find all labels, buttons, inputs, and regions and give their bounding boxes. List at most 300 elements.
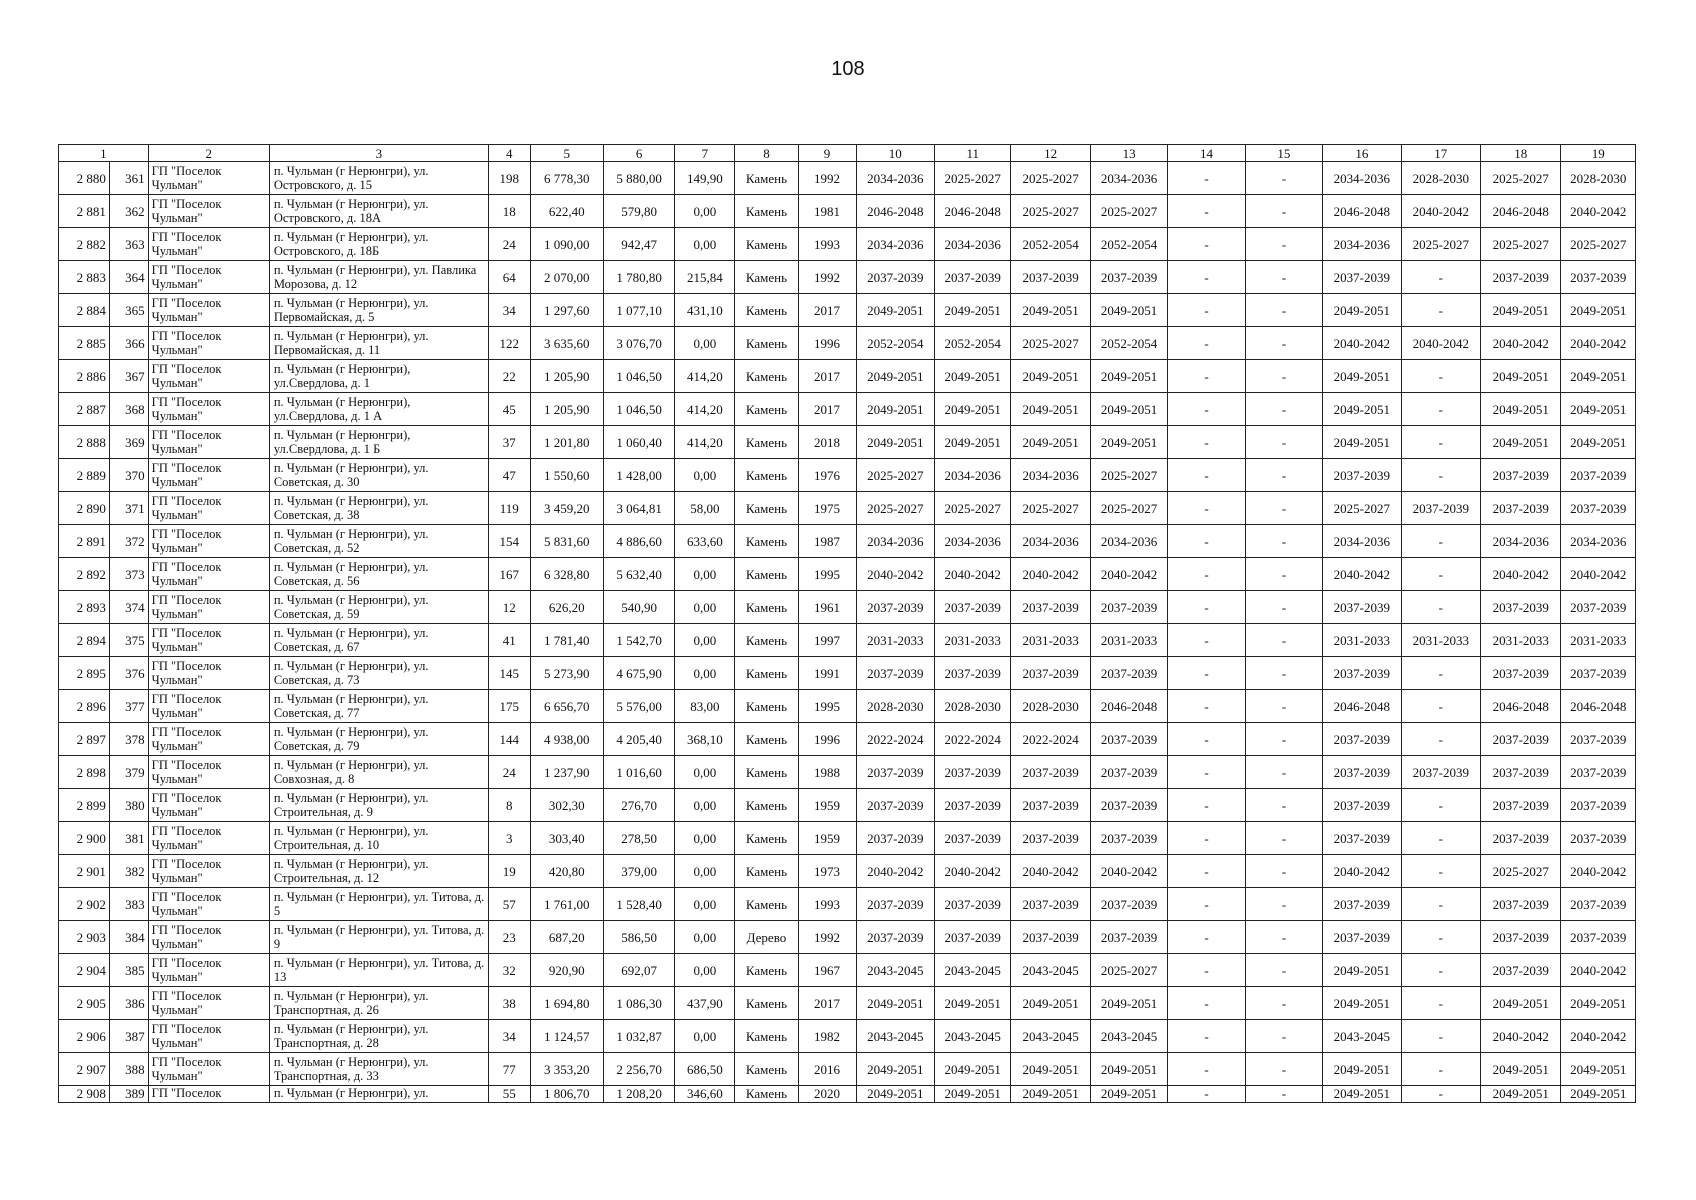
column-16-cell: 2037-2039 bbox=[1323, 789, 1401, 822]
column-11-cell: 2037-2039 bbox=[935, 789, 1011, 822]
table-row bbox=[59, 393, 1636, 426]
table-row bbox=[59, 855, 1636, 888]
column-17-cell: - bbox=[1401, 261, 1480, 294]
column-9-cell: 1995 bbox=[798, 690, 856, 723]
column-12-cell: 2049-2051 bbox=[1011, 987, 1090, 1020]
column-18-cell: 2040-2042 bbox=[1481, 1020, 1561, 1053]
table-row bbox=[59, 1020, 1636, 1053]
column-16-cell: 2031-2033 bbox=[1323, 624, 1401, 657]
column-19-cell: 2049-2051 bbox=[1561, 987, 1636, 1020]
column-header: 2 bbox=[148, 145, 269, 162]
address-cell: п. Чульман (г Нерюнгри), ул. Титова, д. 9 bbox=[269, 921, 488, 954]
column-header: 12 bbox=[1011, 145, 1090, 162]
column-9-cell: 1973 bbox=[798, 855, 856, 888]
column-7-cell: 0,00 bbox=[675, 558, 735, 591]
column-header: 13 bbox=[1090, 145, 1167, 162]
column-18-cell: 2046-2048 bbox=[1481, 195, 1561, 228]
column-12-cell: 2049-2051 bbox=[1011, 294, 1090, 327]
column-12-cell: 2034-2036 bbox=[1011, 525, 1090, 558]
column-13-cell: 2049-2051 bbox=[1090, 294, 1167, 327]
column-9-cell: 2017 bbox=[798, 393, 856, 426]
column-header: 10 bbox=[856, 145, 934, 162]
column-16-cell: 2037-2039 bbox=[1323, 756, 1401, 789]
column-8-cell: Камень bbox=[735, 1053, 798, 1086]
column-14-cell: - bbox=[1168, 459, 1245, 492]
column-13-cell: 2049-2051 bbox=[1090, 393, 1167, 426]
organization-cell: ГП "Поселок Чульман" bbox=[148, 591, 269, 624]
column-5-cell: 1 550,60 bbox=[530, 459, 603, 492]
column-6-cell: 1 046,50 bbox=[603, 393, 674, 426]
address-cell: п. Чульман (г Нерюнгри), ул. Строительная, д. 10 bbox=[269, 822, 488, 855]
column-8-cell: Камень bbox=[735, 624, 798, 657]
column-18-cell: 2037-2039 bbox=[1481, 459, 1561, 492]
column-8-cell: Дерево bbox=[735, 921, 798, 954]
column-8-cell: Камень bbox=[735, 525, 798, 558]
column-11-cell: 2043-2045 bbox=[935, 1020, 1011, 1053]
row-number-cell: 2 906 bbox=[59, 1020, 110, 1053]
column-15-cell: - bbox=[1245, 426, 1322, 459]
column-16-cell: 2040-2042 bbox=[1323, 327, 1401, 360]
column-17-cell: - bbox=[1401, 855, 1480, 888]
table-row bbox=[59, 789, 1636, 822]
column-16-cell: 2034-2036 bbox=[1323, 525, 1401, 558]
column-12-cell: 2037-2039 bbox=[1011, 756, 1090, 789]
column-12-cell: 2034-2036 bbox=[1011, 459, 1090, 492]
column-19-cell: 2028-2030 bbox=[1561, 162, 1636, 195]
row-number-cell: 2 907 bbox=[59, 1053, 110, 1086]
column-8-cell: Камень bbox=[735, 591, 798, 624]
column-9-cell: 2017 bbox=[798, 360, 856, 393]
column-16-cell: 2040-2042 bbox=[1323, 558, 1401, 591]
column-16-cell: 2046-2048 bbox=[1323, 690, 1401, 723]
column-12-cell: 2025-2027 bbox=[1011, 195, 1090, 228]
column-4-cell: 18 bbox=[488, 195, 530, 228]
column-11-cell: 2031-2033 bbox=[935, 624, 1011, 657]
column-7-cell: 0,00 bbox=[675, 855, 735, 888]
column-4-cell: 64 bbox=[488, 261, 530, 294]
column-19-cell: 2049-2051 bbox=[1561, 1086, 1636, 1103]
column-10-cell: 2037-2039 bbox=[856, 888, 934, 921]
column-17-cell: - bbox=[1401, 987, 1480, 1020]
column-18-cell: 2049-2051 bbox=[1481, 294, 1561, 327]
column-18-cell: 2037-2039 bbox=[1481, 888, 1561, 921]
column-4-cell: 55 bbox=[488, 1086, 530, 1103]
organization-cell: ГП "Поселок Чульман" bbox=[148, 987, 269, 1020]
column-5-cell: 687,20 bbox=[530, 921, 603, 954]
column-9-cell: 1993 bbox=[798, 228, 856, 261]
column-11-cell: 2049-2051 bbox=[935, 294, 1011, 327]
column-16-cell: 2034-2036 bbox=[1323, 228, 1401, 261]
column-11-cell: 2025-2027 bbox=[935, 492, 1011, 525]
column-11-cell: 2049-2051 bbox=[935, 987, 1011, 1020]
column-13-cell: 2037-2039 bbox=[1090, 723, 1167, 756]
column-8-cell: Камень bbox=[735, 954, 798, 987]
table-row bbox=[59, 294, 1636, 327]
column-14-cell: - bbox=[1168, 855, 1245, 888]
organization-cell: ГП "Поселок Чульман" bbox=[148, 426, 269, 459]
row-number-cell: 2 905 bbox=[59, 987, 110, 1020]
local-number-cell: 376 bbox=[109, 657, 148, 690]
column-14-cell: - bbox=[1168, 1053, 1245, 1086]
column-14-cell: - bbox=[1168, 360, 1245, 393]
column-7-cell: 0,00 bbox=[675, 657, 735, 690]
column-9-cell: 1961 bbox=[798, 591, 856, 624]
column-9-cell: 1995 bbox=[798, 558, 856, 591]
local-number-cell: 367 bbox=[109, 360, 148, 393]
column-10-cell: 2049-2051 bbox=[856, 1053, 934, 1086]
column-4-cell: 41 bbox=[488, 624, 530, 657]
column-19-cell: 2040-2042 bbox=[1561, 855, 1636, 888]
column-12-cell: 2031-2033 bbox=[1011, 624, 1090, 657]
address-cell: п. Чульман (г Нерюнгри), ул. Островского, д. 15 bbox=[269, 162, 488, 195]
column-4-cell: 175 bbox=[488, 690, 530, 723]
column-19-cell: 2037-2039 bbox=[1561, 591, 1636, 624]
column-7-cell: 0,00 bbox=[675, 591, 735, 624]
column-11-cell: 2037-2039 bbox=[935, 591, 1011, 624]
column-8-cell: Камень bbox=[735, 855, 798, 888]
row-number-cell: 2 901 bbox=[59, 855, 110, 888]
column-4-cell: 144 bbox=[488, 723, 530, 756]
column-14-cell: - bbox=[1168, 756, 1245, 789]
column-19-cell: 2037-2039 bbox=[1561, 888, 1636, 921]
column-4-cell: 57 bbox=[488, 888, 530, 921]
column-12-cell: 2037-2039 bbox=[1011, 591, 1090, 624]
column-6-cell: 1 077,10 bbox=[603, 294, 674, 327]
column-13-cell: 2037-2039 bbox=[1090, 789, 1167, 822]
organization-cell: ГП "Поселок Чульман" bbox=[148, 195, 269, 228]
column-7-cell: 414,20 bbox=[675, 360, 735, 393]
column-10-cell: 2031-2033 bbox=[856, 624, 934, 657]
column-5-cell: 1 694,80 bbox=[530, 987, 603, 1020]
column-14-cell: - bbox=[1168, 228, 1245, 261]
column-16-cell: 2046-2048 bbox=[1323, 195, 1401, 228]
column-9-cell: 1959 bbox=[798, 822, 856, 855]
column-19-cell: 2037-2039 bbox=[1561, 723, 1636, 756]
column-17-cell: - bbox=[1401, 690, 1480, 723]
column-6-cell: 540,90 bbox=[603, 591, 674, 624]
column-6-cell: 379,00 bbox=[603, 855, 674, 888]
organization-cell: ГП "Поселок Чульман" bbox=[148, 294, 269, 327]
column-11-cell: 2037-2039 bbox=[935, 756, 1011, 789]
local-number-cell: 372 bbox=[109, 525, 148, 558]
column-8-cell: Камень bbox=[735, 294, 798, 327]
column-13-cell: 2025-2027 bbox=[1090, 459, 1167, 492]
column-15-cell: - bbox=[1245, 459, 1322, 492]
row-number-cell: 2 881 bbox=[59, 195, 110, 228]
local-number-cell: 361 bbox=[109, 162, 148, 195]
column-13-cell: 2049-2051 bbox=[1090, 1053, 1167, 1086]
column-18-cell: 2049-2051 bbox=[1481, 1086, 1561, 1103]
column-10-cell: 2040-2042 bbox=[856, 558, 934, 591]
column-8-cell: Камень bbox=[735, 162, 798, 195]
table-row bbox=[59, 888, 1636, 921]
column-11-cell: 2049-2051 bbox=[935, 1053, 1011, 1086]
local-number-cell: 369 bbox=[109, 426, 148, 459]
column-4-cell: 154 bbox=[488, 525, 530, 558]
column-12-cell: 2025-2027 bbox=[1011, 162, 1090, 195]
column-16-cell: 2037-2039 bbox=[1323, 822, 1401, 855]
column-7-cell: 368,10 bbox=[675, 723, 735, 756]
table-row bbox=[59, 327, 1636, 360]
column-8-cell: Камень bbox=[735, 789, 798, 822]
column-19-cell: 2040-2042 bbox=[1561, 195, 1636, 228]
column-19-cell: 2049-2051 bbox=[1561, 426, 1636, 459]
row-number-cell: 2 908 bbox=[59, 1086, 110, 1103]
address-cell: п. Чульман (г Нерюнгри), ул. Советская, д. 67 bbox=[269, 624, 488, 657]
column-19-cell: 2037-2039 bbox=[1561, 921, 1636, 954]
column-12-cell: 2049-2051 bbox=[1011, 1086, 1090, 1103]
table-row bbox=[59, 756, 1636, 789]
row-number-cell: 2 890 bbox=[59, 492, 110, 525]
column-10-cell: 2037-2039 bbox=[856, 756, 934, 789]
column-13-cell: 2025-2027 bbox=[1090, 195, 1167, 228]
column-14-cell: - bbox=[1168, 162, 1245, 195]
column-18-cell: 2025-2027 bbox=[1481, 855, 1561, 888]
column-16-cell: 2037-2039 bbox=[1323, 657, 1401, 690]
table-row bbox=[59, 525, 1636, 558]
column-4-cell: 32 bbox=[488, 954, 530, 987]
column-15-cell: - bbox=[1245, 657, 1322, 690]
column-9-cell: 1991 bbox=[798, 657, 856, 690]
address-cell: п. Чульман (г Нерюнгри), ул. Советская, д. 77 bbox=[269, 690, 488, 723]
column-14-cell: - bbox=[1168, 426, 1245, 459]
column-11-cell: 2049-2051 bbox=[935, 426, 1011, 459]
organization-cell: ГП "Поселок Чульман" bbox=[148, 492, 269, 525]
column-18-cell: 2049-2051 bbox=[1481, 360, 1561, 393]
column-11-cell: 2052-2054 bbox=[935, 327, 1011, 360]
table-body bbox=[59, 162, 1636, 1103]
column-10-cell: 2037-2039 bbox=[856, 261, 934, 294]
column-17-cell: 2037-2039 bbox=[1401, 492, 1480, 525]
column-12-cell: 2049-2051 bbox=[1011, 426, 1090, 459]
column-14-cell: - bbox=[1168, 789, 1245, 822]
column-14-cell: - bbox=[1168, 1020, 1245, 1053]
column-7-cell: 0,00 bbox=[675, 327, 735, 360]
column-17-cell: 2037-2039 bbox=[1401, 756, 1480, 789]
column-6-cell: 276,70 bbox=[603, 789, 674, 822]
column-13-cell: 2031-2033 bbox=[1090, 624, 1167, 657]
column-8-cell: Камень bbox=[735, 360, 798, 393]
address-cell: п. Чульман (г Нерюнгри), ул. Первомайская, д. 5 bbox=[269, 294, 488, 327]
table-row bbox=[59, 657, 1636, 690]
column-header: 14 bbox=[1168, 145, 1245, 162]
column-16-cell: 2049-2051 bbox=[1323, 426, 1401, 459]
row-number-cell: 2 880 bbox=[59, 162, 110, 195]
column-4-cell: 19 bbox=[488, 855, 530, 888]
column-9-cell: 1959 bbox=[798, 789, 856, 822]
column-17-cell: - bbox=[1401, 525, 1480, 558]
column-15-cell: - bbox=[1245, 888, 1322, 921]
column-17-cell: - bbox=[1401, 954, 1480, 987]
column-6-cell: 3 076,70 bbox=[603, 327, 674, 360]
column-16-cell: 2049-2051 bbox=[1323, 393, 1401, 426]
column-5-cell: 3 459,20 bbox=[530, 492, 603, 525]
address-cell: п. Чульман (г Нерюнгри), ул. Транспортная, д. 26 bbox=[269, 987, 488, 1020]
organization-cell: ГП "Поселок Чульман" bbox=[148, 756, 269, 789]
column-4-cell: 24 bbox=[488, 228, 530, 261]
column-7-cell: 0,00 bbox=[675, 228, 735, 261]
address-cell: п. Чульман (г Нерюнгри), ул. Советская, д. 73 bbox=[269, 657, 488, 690]
column-header: 7 bbox=[675, 145, 735, 162]
column-5-cell: 1 781,40 bbox=[530, 624, 603, 657]
table-row bbox=[59, 1053, 1636, 1086]
column-9-cell: 1967 bbox=[798, 954, 856, 987]
column-18-cell: 2034-2036 bbox=[1481, 525, 1561, 558]
column-6-cell: 1 528,40 bbox=[603, 888, 674, 921]
column-4-cell: 23 bbox=[488, 921, 530, 954]
column-7-cell: 0,00 bbox=[675, 459, 735, 492]
column-18-cell: 2037-2039 bbox=[1481, 657, 1561, 690]
local-number-cell: 379 bbox=[109, 756, 148, 789]
column-10-cell: 2046-2048 bbox=[856, 195, 934, 228]
column-19-cell: 2046-2048 bbox=[1561, 690, 1636, 723]
column-6-cell: 3 064,81 bbox=[603, 492, 674, 525]
column-12-cell: 2028-2030 bbox=[1011, 690, 1090, 723]
column-4-cell: 38 bbox=[488, 987, 530, 1020]
column-14-cell: - bbox=[1168, 1086, 1245, 1103]
column-19-cell: 2040-2042 bbox=[1561, 1020, 1636, 1053]
column-9-cell: 1993 bbox=[798, 888, 856, 921]
column-11-cell: 2037-2039 bbox=[935, 822, 1011, 855]
column-19-cell: 2040-2042 bbox=[1561, 327, 1636, 360]
column-5-cell: 1 237,90 bbox=[530, 756, 603, 789]
column-13-cell: 2046-2048 bbox=[1090, 690, 1167, 723]
column-11-cell: 2043-2045 bbox=[935, 954, 1011, 987]
column-19-cell: 2037-2039 bbox=[1561, 657, 1636, 690]
column-8-cell: Камень bbox=[735, 1020, 798, 1053]
column-15-cell: - bbox=[1245, 723, 1322, 756]
column-4-cell: 12 bbox=[488, 591, 530, 624]
column-12-cell: 2025-2027 bbox=[1011, 327, 1090, 360]
row-number-cell: 2 900 bbox=[59, 822, 110, 855]
column-17-cell: - bbox=[1401, 1053, 1480, 1086]
column-header: 6 bbox=[603, 145, 674, 162]
column-8-cell: Камень bbox=[735, 822, 798, 855]
organization-cell: ГП "Поселок Чульман" bbox=[148, 1053, 269, 1086]
column-6-cell: 586,50 bbox=[603, 921, 674, 954]
column-12-cell: 2049-2051 bbox=[1011, 1053, 1090, 1086]
column-14-cell: - bbox=[1168, 723, 1245, 756]
column-17-cell: - bbox=[1401, 657, 1480, 690]
column-17-cell: 2025-2027 bbox=[1401, 228, 1480, 261]
column-18-cell: 2049-2051 bbox=[1481, 426, 1561, 459]
row-number-cell: 2 892 bbox=[59, 558, 110, 591]
column-12-cell: 2040-2042 bbox=[1011, 855, 1090, 888]
row-number-cell: 2 896 bbox=[59, 690, 110, 723]
column-9-cell: 1975 bbox=[798, 492, 856, 525]
column-16-cell: 2049-2051 bbox=[1323, 954, 1401, 987]
column-6-cell: 1 032,87 bbox=[603, 1020, 674, 1053]
column-11-cell: 2040-2042 bbox=[935, 855, 1011, 888]
column-11-cell: 2034-2036 bbox=[935, 228, 1011, 261]
column-18-cell: 2037-2039 bbox=[1481, 954, 1561, 987]
column-13-cell: 2040-2042 bbox=[1090, 558, 1167, 591]
column-18-cell: 2049-2051 bbox=[1481, 987, 1561, 1020]
column-8-cell: Камень bbox=[735, 261, 798, 294]
column-12-cell: 2037-2039 bbox=[1011, 657, 1090, 690]
column-19-cell: 2037-2039 bbox=[1561, 822, 1636, 855]
housing-repair-table bbox=[58, 144, 1636, 1103]
column-13-cell: 2037-2039 bbox=[1090, 822, 1167, 855]
column-7-cell: 83,00 bbox=[675, 690, 735, 723]
column-10-cell: 2034-2036 bbox=[856, 162, 934, 195]
column-6-cell: 5 576,00 bbox=[603, 690, 674, 723]
column-9-cell: 1981 bbox=[798, 195, 856, 228]
column-10-cell: 2049-2051 bbox=[856, 393, 934, 426]
table-row bbox=[59, 360, 1636, 393]
column-7-cell: 0,00 bbox=[675, 195, 735, 228]
column-15-cell: - bbox=[1245, 756, 1322, 789]
address-cell: п. Чульман (г Нерюнгри), ул. Транспортная, д. 33 bbox=[269, 1053, 488, 1086]
column-18-cell: 2025-2027 bbox=[1481, 162, 1561, 195]
column-14-cell: - bbox=[1168, 888, 1245, 921]
table-row bbox=[59, 690, 1636, 723]
address-cell: п. Чульман (г Нерюнгри), ул. Павлика Морозова, д. 12 bbox=[269, 261, 488, 294]
column-6-cell: 1 060,40 bbox=[603, 426, 674, 459]
organization-cell: ГП "Поселок Чульман" bbox=[148, 954, 269, 987]
column-5-cell: 920,90 bbox=[530, 954, 603, 987]
column-19-cell: 2037-2039 bbox=[1561, 756, 1636, 789]
column-17-cell: - bbox=[1401, 789, 1480, 822]
column-5-cell: 1 124,57 bbox=[530, 1020, 603, 1053]
row-number-cell: 2 894 bbox=[59, 624, 110, 657]
column-10-cell: 2043-2045 bbox=[856, 1020, 934, 1053]
column-10-cell: 2037-2039 bbox=[856, 921, 934, 954]
table-row bbox=[59, 591, 1636, 624]
column-5-cell: 1 090,00 bbox=[530, 228, 603, 261]
column-17-cell: - bbox=[1401, 1086, 1480, 1103]
column-8-cell: Камень bbox=[735, 426, 798, 459]
column-10-cell: 2037-2039 bbox=[856, 657, 934, 690]
column-13-cell: 2037-2039 bbox=[1090, 921, 1167, 954]
column-15-cell: - bbox=[1245, 162, 1322, 195]
column-11-cell: 2022-2024 bbox=[935, 723, 1011, 756]
column-14-cell: - bbox=[1168, 558, 1245, 591]
column-12-cell: 2037-2039 bbox=[1011, 822, 1090, 855]
organization-cell: ГП "Поселок Чульман" bbox=[148, 789, 269, 822]
column-16-cell: 2037-2039 bbox=[1323, 261, 1401, 294]
column-15-cell: - bbox=[1245, 987, 1322, 1020]
column-15-cell: - bbox=[1245, 393, 1322, 426]
organization-cell: ГП "Поселок Чульман" bbox=[148, 888, 269, 921]
column-8-cell: Камень bbox=[735, 327, 798, 360]
column-13-cell: 2037-2039 bbox=[1090, 261, 1167, 294]
column-13-cell: 2034-2036 bbox=[1090, 162, 1167, 195]
column-16-cell: 2049-2051 bbox=[1323, 1053, 1401, 1086]
column-9-cell: 1996 bbox=[798, 723, 856, 756]
column-9-cell: 1992 bbox=[798, 261, 856, 294]
table-row bbox=[59, 1086, 1636, 1103]
column-6-cell: 579,80 bbox=[603, 195, 674, 228]
column-11-cell: 2049-2051 bbox=[935, 360, 1011, 393]
column-header: 4 bbox=[488, 145, 530, 162]
column-4-cell: 22 bbox=[488, 360, 530, 393]
column-17-cell: - bbox=[1401, 459, 1480, 492]
column-5-cell: 6 656,70 bbox=[530, 690, 603, 723]
column-10-cell: 2052-2054 bbox=[856, 327, 934, 360]
column-15-cell: - bbox=[1245, 624, 1322, 657]
column-17-cell: - bbox=[1401, 558, 1480, 591]
table-row bbox=[59, 954, 1636, 987]
table-row bbox=[59, 558, 1636, 591]
column-7-cell: 414,20 bbox=[675, 426, 735, 459]
column-4-cell: 119 bbox=[488, 492, 530, 525]
row-number-cell: 2 886 bbox=[59, 360, 110, 393]
table-row bbox=[59, 459, 1636, 492]
column-8-cell: Камень bbox=[735, 459, 798, 492]
column-14-cell: - bbox=[1168, 657, 1245, 690]
column-11-cell: 2028-2030 bbox=[935, 690, 1011, 723]
